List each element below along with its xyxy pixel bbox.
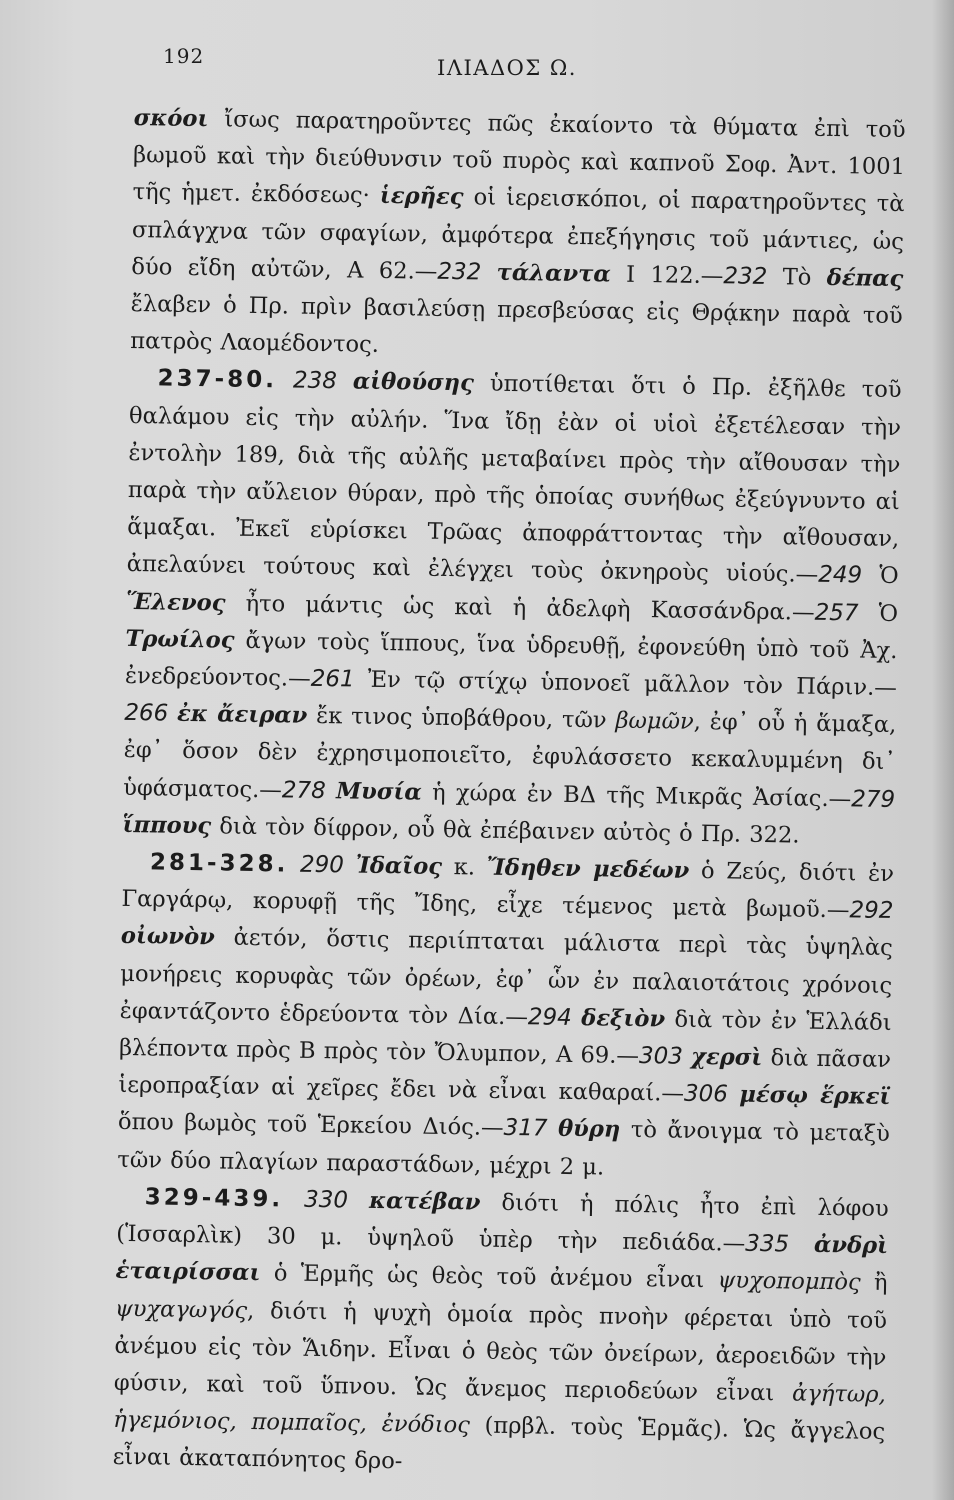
text-run: οἱ ἱερεισκόποι, οἱ παρατηροῦντες τὰ σπλάγχνα τῶν σφαγίων, ἀμφότερα ἐπεξήγησις τοῦ μάντιες, ὡς δύο εἴδη αὐτῶν, Α 62.— bbox=[131, 184, 905, 285]
text-run bbox=[572, 1005, 582, 1031]
lemma-term: Ἰδαῖος bbox=[355, 852, 443, 880]
page-number: 192 bbox=[163, 44, 205, 68]
text-run: διὰ πᾶσαν ἱεροπραξίαν αἱ χεῖρες ἔδει νὰ εἶναι καθαραί.— bbox=[118, 1045, 892, 1108]
text-run: ἦτο μάντις ὡς καὶ ἡ ἀδελφὴ Κασσάνδρα.— bbox=[225, 590, 815, 626]
commentary-body bbox=[112, 100, 906, 1488]
text-run bbox=[277, 368, 293, 394]
text-run: τὸ ἄνοιγμα τὸ μεταξὺ τῶν δύο πλαγίων παραστάδων, μέχρι 2 μ. bbox=[117, 1117, 891, 1181]
text-run bbox=[326, 778, 337, 804]
text-run bbox=[344, 852, 356, 878]
lemma-term: μέσῳ ἕρκεϊ bbox=[739, 1081, 891, 1111]
lemma-term: αἰθούσης bbox=[352, 368, 475, 397]
verse-range: 237-80. bbox=[157, 365, 278, 394]
text-run: ἡ χώρα ἐν ΒΔ τῆς Μικρᾶς Ἀσίας.— bbox=[421, 779, 852, 813]
lemma-term: σκόοι bbox=[133, 104, 209, 133]
commentary-paragraph bbox=[130, 100, 906, 373]
text-run: διὰ τὸν δίφρον, οὗ θὰ ἐπέβαινεν αὐτὸς ὁ Πρ. 322. bbox=[210, 813, 800, 849]
verse-number: 290 bbox=[299, 851, 345, 879]
text-run: διὰ τὸν ἐν Ἑλλάδι βλέποντα πρὸς Β πρὸς τὸν Ὄλυμπον, Α 69.— bbox=[118, 1006, 892, 1070]
text-run: ἄγων τοὺς ἵππους, ἵνα ὑδρευθῇ, ἐφονεύθη ὑπὸ τοῦ Ἀχ. ἐνεδρεύοντος.— bbox=[124, 627, 898, 692]
verse-number: 232 bbox=[437, 258, 482, 286]
verse-number: 249 bbox=[817, 562, 863, 589]
text-run: Ι 122.— bbox=[610, 261, 724, 290]
lemma-term: ἀνδρὶ ἑταιρίσσαι bbox=[115, 1231, 889, 1287]
verse-number: 232 bbox=[723, 263, 768, 290]
text-run: διότι ἡ πόλις ἦτο ἐπὶ λόφου (Ἱσσαρλὶκ) 30 μ. ὑψηλοῦ ὑπὲρ τὴν πεδιάδα.— bbox=[115, 1189, 889, 1257]
text-run bbox=[348, 1187, 369, 1213]
verse-number: 292 bbox=[849, 897, 894, 925]
text-run: ἔκ τινος ὑποβάθρου, τῶν bbox=[307, 703, 616, 734]
lemma-term: Ἴδηθεν μεδέων bbox=[486, 854, 690, 884]
verse-number: 317 bbox=[503, 1115, 548, 1143]
text-run: ἢ bbox=[860, 1269, 888, 1297]
verse-range: 281-328. bbox=[149, 849, 289, 878]
lemma-term: ἐκ ἄειραν bbox=[176, 701, 308, 730]
verse-number: 278 bbox=[281, 777, 327, 804]
text-run bbox=[728, 1082, 740, 1108]
lemma-term: χερσὶ bbox=[690, 1043, 763, 1072]
lemma-term: κατέβαν bbox=[368, 1187, 481, 1216]
commentary-paragraph bbox=[122, 360, 902, 856]
verse-number: 330 bbox=[303, 1186, 349, 1214]
text-run bbox=[283, 1186, 304, 1212]
text-run bbox=[168, 701, 177, 727]
verse-number: 257 bbox=[814, 599, 859, 627]
lemma-term: θύρη bbox=[557, 1116, 621, 1144]
lemma-term: τάλαντα bbox=[496, 259, 611, 288]
verse-number: 238 bbox=[292, 367, 338, 395]
lemma-term: οἰωνὸν bbox=[120, 923, 216, 951]
lemma-term: ἱερῆες bbox=[379, 183, 464, 211]
text-run bbox=[337, 369, 353, 395]
running-title: ΙΛΙΑΔΟΣ Ω. bbox=[437, 56, 577, 80]
commentary-paragraph bbox=[117, 844, 894, 1191]
lemma-term: δέπας bbox=[826, 264, 904, 292]
text-run: ἀετόν, ὅστις περιίπταται μάλιστα περὶ τὰς ὑψηλὰς μονήρεις κορυφὰς τῶν ὀρέων, ἐφ᾽ ὧν ἐν παλαιοτάτοις χρόνοις ἐφαντάζοντο ἑδρεύοντα τὸν Δία.— bbox=[119, 924, 893, 1031]
text-run: κ. bbox=[441, 853, 487, 881]
italic-term: ψυχαγωγός bbox=[114, 1295, 248, 1324]
text-run bbox=[481, 259, 497, 285]
text-run bbox=[547, 1116, 558, 1142]
lemma-term: ἵππους bbox=[122, 811, 212, 840]
lemma-term: Ἕλενος bbox=[125, 588, 226, 617]
verse-number: 266 bbox=[124, 700, 169, 727]
verse-number: 294 bbox=[527, 1004, 573, 1031]
text-run: , ἐφ᾽ οὗ ἡ ἅμαξα, ἐφ᾽ ὅσον δὲν ἐχρησιμοποιεῖτο, ἐφυλάσσετο κεκαλυμμένη δι᾽ ὑφάσματος.— bbox=[122, 709, 897, 804]
commentary-paragraph bbox=[112, 1179, 889, 1489]
text-run bbox=[789, 1232, 814, 1258]
text-run: ἔλαβεν ὁ Πρ. πρὶν βασιλεύσῃ πρεσβεύσας εἰς Θρᾴκην παρὰ τοῦ πατρὸς Λαομέδοντος. bbox=[130, 290, 903, 359]
italic-term: βωμῶν bbox=[615, 707, 694, 736]
verse-number: 335 bbox=[745, 1230, 790, 1258]
text-run: Ὁ bbox=[861, 562, 899, 590]
lemma-term: Μυσία bbox=[335, 777, 422, 806]
verse-range: 329-439. bbox=[144, 1184, 284, 1213]
text-run: Ὁ bbox=[858, 600, 899, 627]
verse-number: 261 bbox=[310, 665, 355, 693]
verse-number: 306 bbox=[683, 1081, 729, 1108]
text-run: ὅπου βωμὸς τοῦ Ἑρκείου Διός.— bbox=[117, 1109, 504, 1142]
text-run: , διότι ἡ ψυχὴ ὁμοία πρὸς πνοὴν φέρεται ὑπὸ τοῦ ἀνέμου εἰς τὸν Ἅιδην. Εἶναι ὁ θεὸς τῶν ὀνείρων, ἀεροειδῶν τὴν φύσιν, καὶ τοῦ ὕπνου. Ὡς ἄνεμος περιοδεύων εἶναι bbox=[113, 1297, 888, 1407]
lemma-term: Τρωίλος bbox=[125, 625, 235, 654]
italic-term: ψυχοπομπὸς bbox=[717, 1267, 861, 1296]
lemma-term: δεξιὸν bbox=[581, 1005, 666, 1033]
italic-term: ἀγήτωρ, ἡγεμόνιος, πομπαῖος, ἐνόδιος bbox=[113, 1380, 886, 1439]
text-run: Ἐν τῷ στίχῳ ὑπονοεῖ μᾶλλον τὸν Πάριν.— bbox=[354, 666, 898, 702]
text-run: (πρβλ. τοὺς Ἑρμᾶς). Ὡς ἄγγελος εἶναι ἀκαταπόνητος δρο- bbox=[112, 1412, 886, 1475]
text-run: ὁ Ἑρμῆς ὡς θεὸς τοῦ ἀνέμου εἶναι bbox=[260, 1260, 718, 1294]
text-run: ἴσως παρατηροῦντες πῶς ἐκαίοντο τὰ θύματα ἐπὶ τοῦ βωμοῦ καὶ τὴν διεύθυνσιν τοῦ πυρὸς καὶ καπνοῦ Σοφ. Ἀντ. 1001 τῆς ἡμετ. ἐκδόσεως· bbox=[132, 106, 906, 210]
text-run bbox=[288, 852, 300, 878]
page-edge-shadow bbox=[932, 0, 954, 1500]
verse-number: 279 bbox=[851, 786, 896, 813]
text-run: ὁ Ζεύς, διότι ἐν Γαργάρῳ, κορυφῇ τῆς Ἴδης, εἶχε τέμενος μετὰ βωμοῦ.— bbox=[121, 857, 895, 924]
verse-number: 303 bbox=[638, 1043, 684, 1070]
text-run: ὑποτίθεται ὅτι ὁ Πρ. ἐξῆλθε τοῦ θαλάμου εἰς τὴν αὐλήν. Ἵνα ἴδῃ ἐὰν οἱ υἱοὶ ἐξετέλεσαν τὴν ἐντολὴν 189, διὰ τῆς αὐλῆς μεταβαίνει πρὸς τὴν αἴθουσαν τὴν παρὰ τὴν αὔλειον θύραν, πρὸ τῆς ὁποίας συνήθως ἐξεύγνυντο αἱ ἅμαξαι. Ἐκεῖ εὑρίσκει Τρῶας ἀποφράττοντας τὴν αἴθουσαν, ἀπελαύνει τούτους καὶ ἐλέγχει τοὺς ὀκνηροὺς υἱούς.— bbox=[126, 370, 902, 589]
text-run: Τὸ bbox=[767, 263, 827, 291]
